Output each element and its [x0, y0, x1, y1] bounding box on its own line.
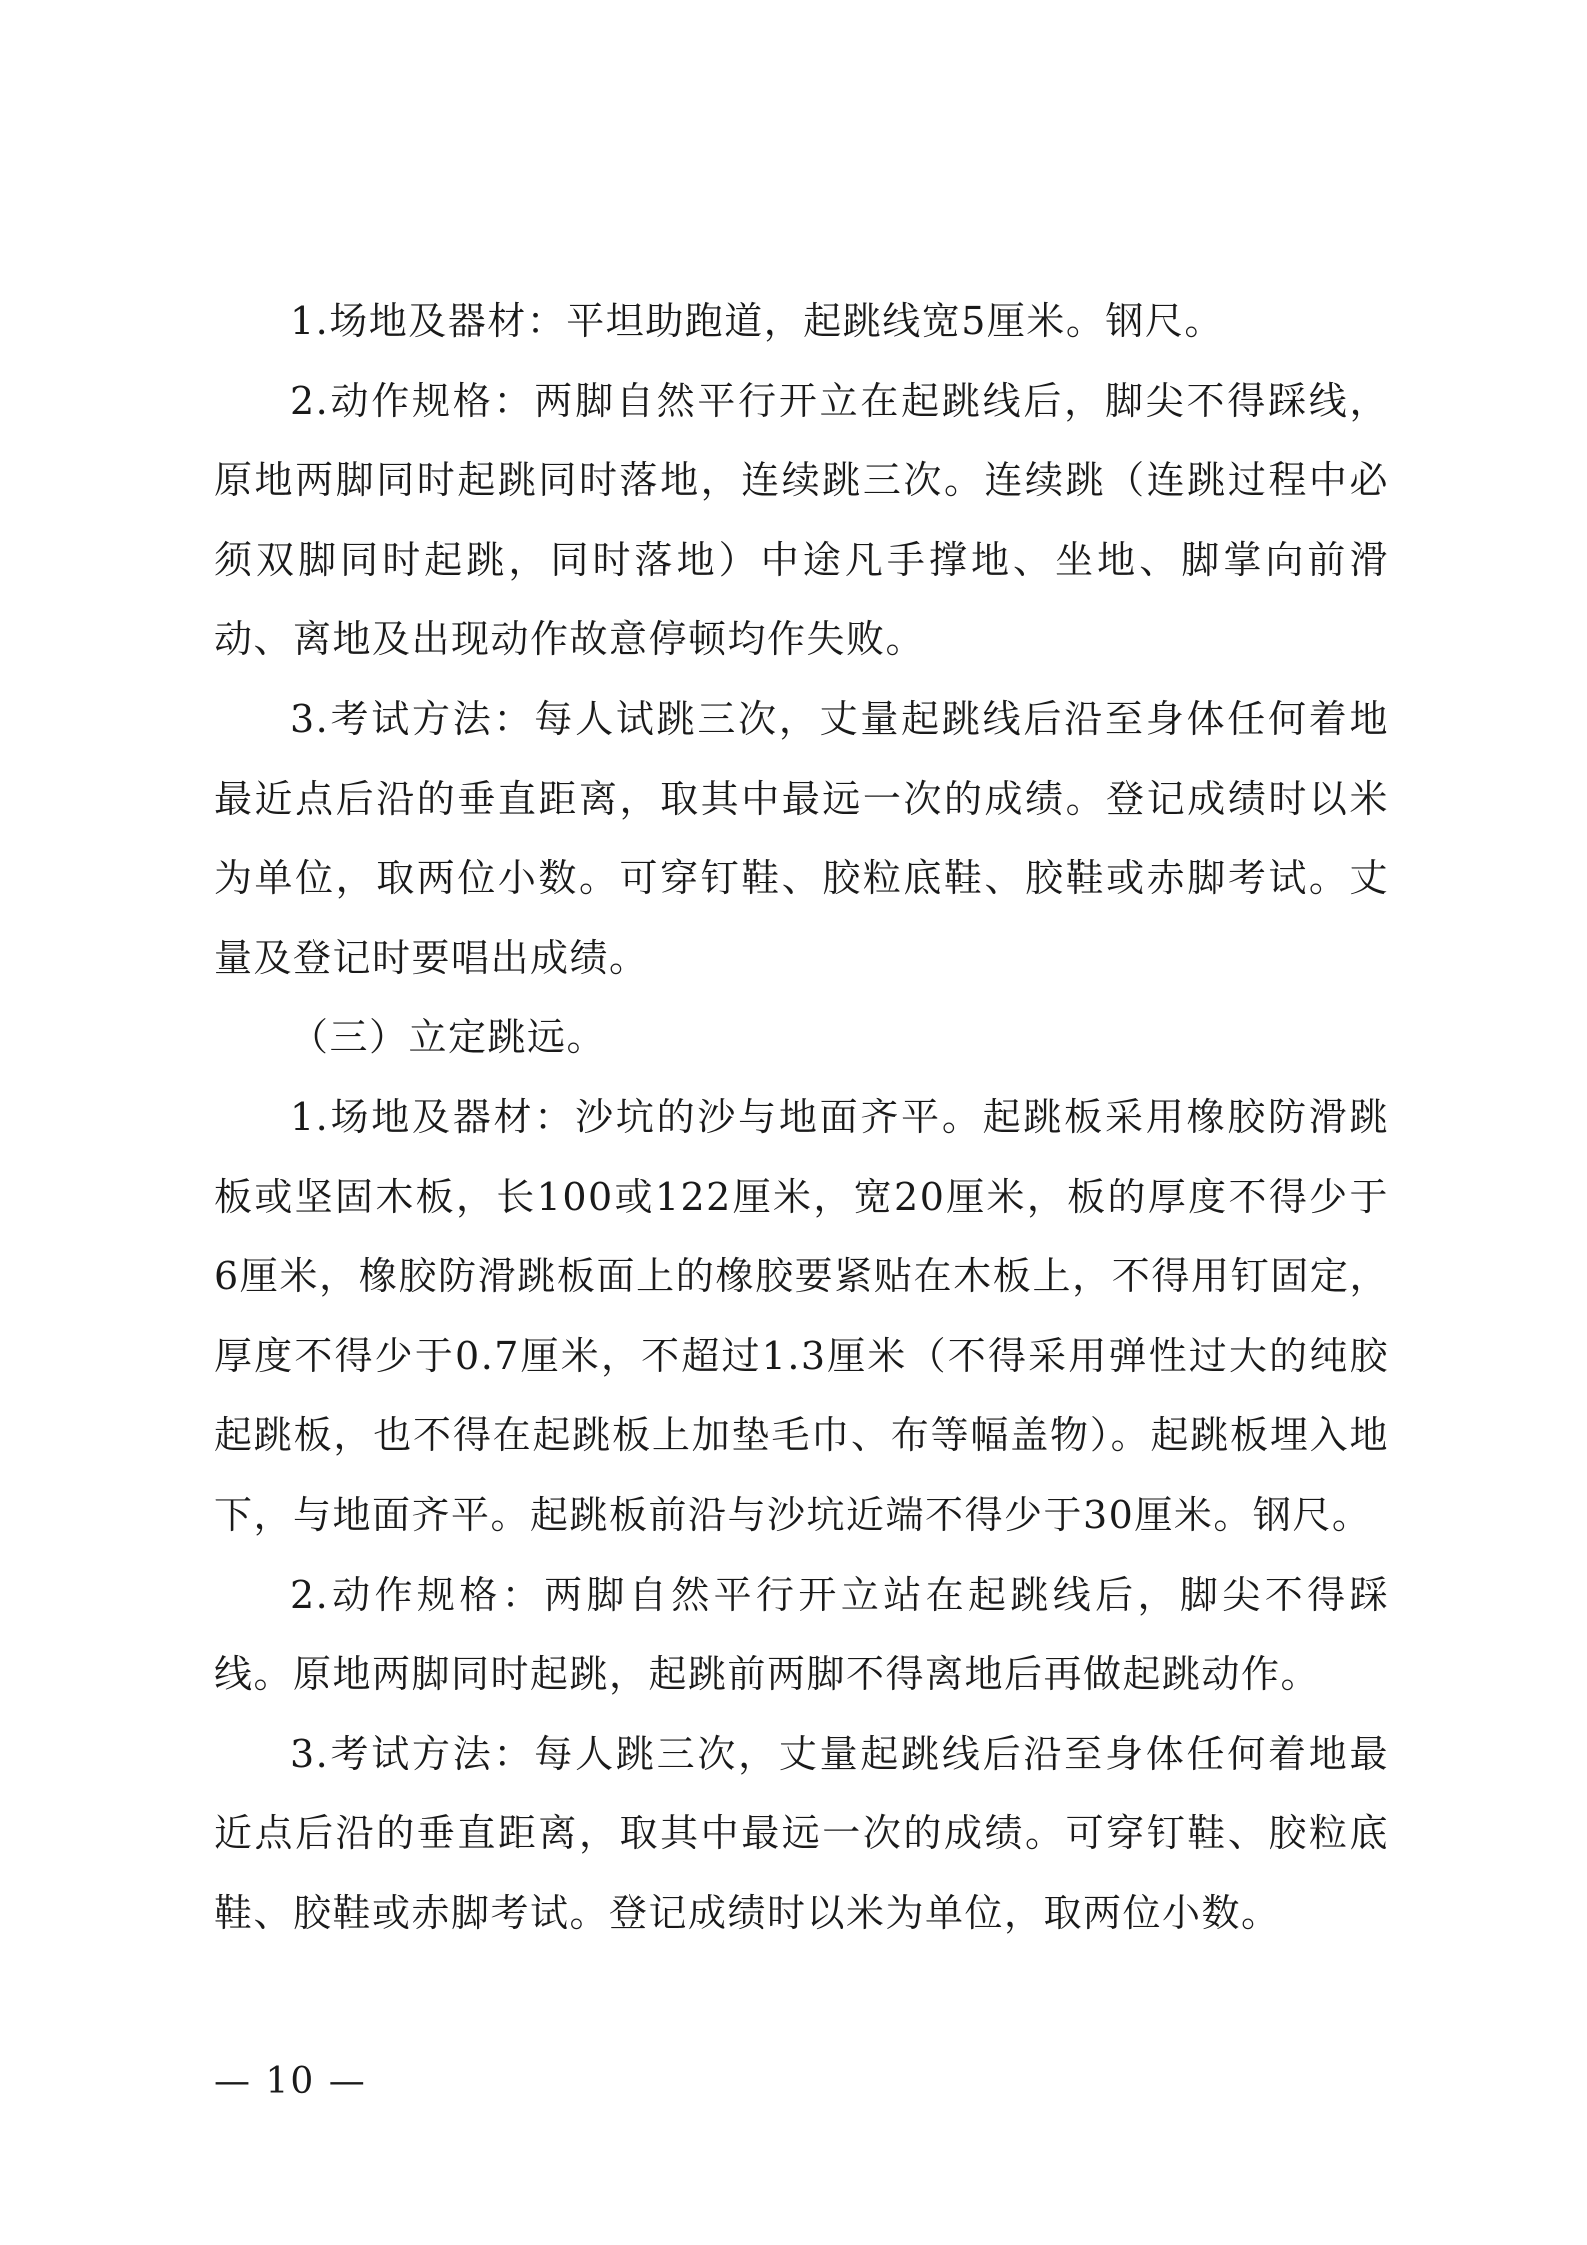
- paragraph-exam-method-long-jump: 3.考试方法：每人跳三次，丈量起跳线后沿至身体任何着地最近点后沿的垂直距离，取其中最远一次的成绩。可穿钉鞋、胶粒底鞋、胶鞋或赤脚考试。登记成绩时以米为单位，取两位小数。: [214, 1731, 1389, 1935]
- paragraph-venue-equipment-long-jump: 1.场地及器材：沙坑的沙与地面齐平。起跳板采用橡胶防滑跳板或坚固木板，长100或122厘米，宽20厘米，板的厚度不得少于6厘米，橡胶防滑跳板面上的橡胶要紧贴在木板上，不得用钉固定，厚度不得少于0.7厘米，不超过1.3厘米（不得采用弹性过大的纯胶起跳板，也不得在起跳板上加垫毛巾、布等幅盖物）。起跳板埋入地下，与地面齐平。起跳板前沿与沙坑近端不得少于30厘米。钢尺。: [214, 1094, 1389, 1537]
- paragraph-action-spec-long-jump: 2.动作规格：两脚自然平行开立站在起跳线后，脚尖不得踩线。原地两脚同时起跳，起跳前两脚不得离地后再做起跳动作。: [214, 1572, 1389, 1697]
- page-number: — 10 —: [214, 2061, 367, 2102]
- section-heading-standing-long-jump: （三）立定跳远。: [290, 1015, 607, 1060]
- paragraph-action-spec-triple-jump: 2.动作规格：两脚自然平行开立在起跳线后，脚尖不得踩线，原地两脚同时起跳同时落地，连续跳三次。连续跳（连跳过程中必须双脚同时起跳，同时落地）中途凡手撑地、坐地、脚掌向前滑动、离地及出现动作故意停顿均作失败。: [214, 378, 1389, 662]
- paragraph-exam-method-triple-jump: 3.考试方法：每人试跳三次，丈量起跳线后沿至身体任何着地最近点后沿的垂直距离，取其中最远一次的成绩。登记成绩时以米为单位，取两位小数。可穿钉鞋、胶粒底鞋、胶鞋或赤脚考试。丈量及登记时要唱出成绩。: [214, 696, 1389, 980]
- paragraph-venue-equipment-triple-jump: 1.场地及器材：平坦助跑道，起跳线宽5厘米。钢尺。: [290, 299, 1224, 343]
- document-body: [214, 282, 1389, 1953]
